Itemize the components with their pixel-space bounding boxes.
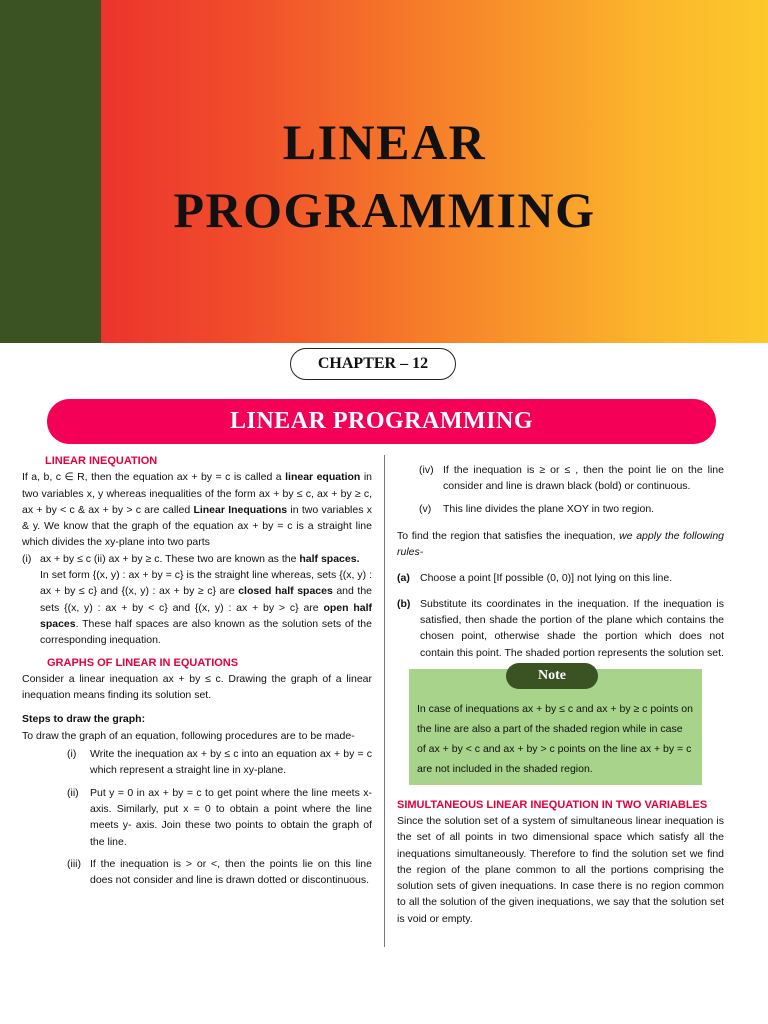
text: To find the region that satisfies the inequation,: [397, 529, 620, 542]
list-text: Write the inequation ax + by ≤ c into an equation ax + by = c which represent a straight line in xy-plane.: [90, 748, 372, 777]
rule-item: [397, 570, 724, 586]
steps-list-continued: [419, 462, 724, 517]
text: and the sets {(x, y) : ax + by < c} and {(x, y) : ax + by > c} are: [40, 585, 372, 614]
paragraph-graph-intro: Consider a linear inequation ax + by ≤ c. Drawing the graph of a linear inequation means finding its solution set.: [22, 672, 372, 702]
rule-label: (b): [397, 597, 411, 610]
text: If a, b, c ∈ R, then the equation ax + by = c is called a: [22, 471, 286, 484]
steps-heading: Steps to draw the graph:: [22, 713, 146, 726]
list-text: If the inequation is > or <, then the points lie on this line does not consider and line is drawn dotted or discontinuous.: [90, 857, 372, 887]
bold-term: open half spaces: [40, 601, 372, 630]
bold-term: half spaces.: [299, 552, 360, 565]
rule-label: (a): [397, 572, 410, 585]
list-text: If the inequation is ≥ or ≤ , then the point lie on the line consider and line is drawn black (bold) or continuous.: [443, 464, 724, 493]
banner-title-line1: LINEAR: [282, 114, 487, 170]
right-column: [397, 462, 724, 927]
italic-text: we apply the following rules-: [397, 529, 725, 559]
note-box: [409, 669, 702, 785]
text: ax + by ≤ c (ii) ax + by ≥ c. These two are known as the: [40, 552, 300, 565]
list-label: (v): [419, 502, 432, 515]
text: in two variables x, y whereas inequalities of the form ax + by ≤ c, ax + by ≥ c, ax + by < c & ax + by > c are called: [22, 471, 372, 516]
paragraph-simultaneous: Since the solution set of a system of simultaneous linear inequation is the set of all points in two dimensional space which satisfy all the inequations simultaneously. Therefore to find the solution set we find the region of the plane common to all the portions comprising the solution sets of given inequations. In case there is no region common to all the solution of the given inequations, we say that the solution set is void or empty.: [397, 814, 724, 925]
rule-text: Choose a point [If possible (0, 0)] not lying on this line.: [420, 572, 673, 585]
rule-text: Substitute its coordinates in the inequation. If the inequation is satisfied, then shade the portion of the plane which contains the chosen point, otherwise shade the portion which does not contain this point. The shaded portion represents the solution set.: [420, 597, 724, 659]
list-item: [67, 746, 372, 779]
text: . These half spaces are also known as the solution sets of the corresponding inequation.: [40, 617, 372, 647]
text: in two variables x & y. We know that the graph of the equation ax + by = c is a straight line which divides the xy-plane into two parts: [22, 503, 372, 549]
note-text: In case of inequations ax + by ≤ c and ax + by ≥ c points on the line are also a part of the shaded region while in case of ax + by < c and ax + by > c points on the line ax + by = c are not included in the shaded region.: [417, 702, 693, 775]
list-label: (i): [67, 748, 77, 761]
bold-term: Linear Inequations: [193, 503, 288, 516]
list-item: [67, 785, 372, 850]
bold-term: closed half spaces: [238, 585, 333, 598]
note-label: Note: [506, 663, 598, 689]
left-column: [22, 453, 372, 888]
banner-title-line2: PROGRAMMING: [173, 182, 596, 238]
steps-list: [67, 746, 372, 888]
list-item: [67, 856, 372, 889]
banner: [0, 0, 768, 343]
banner-side-strip: [0, 0, 101, 343]
list-item: [419, 501, 724, 517]
list-label: (iii): [67, 857, 81, 870]
heading-simultaneous: SIMULTANEOUS LINEAR INEQUATION IN TWO VARIABLES: [397, 798, 708, 811]
paragraph-procedure: To draw the graph of an equation, following procedures are to be made-: [22, 729, 355, 742]
list-item-half-spaces: [22, 551, 372, 649]
heading-linear-inequation: LINEAR INEQUATION: [45, 455, 158, 467]
banner-title: [101, 108, 668, 244]
chapter-label: CHAPTER – 12: [290, 348, 456, 380]
heading-graphs: GRAPHS OF LINEAR IN EQUATIONS: [47, 656, 239, 669]
list-label: (iv): [419, 464, 434, 476]
list-text: This line divides the plane XOY in two region.: [443, 502, 655, 515]
paragraph-rules-intro: [397, 528, 724, 561]
column-divider: [384, 455, 385, 947]
section-title: LINEAR PROGRAMMING: [47, 399, 716, 444]
list-label: (i): [22, 552, 32, 565]
list-item: [419, 462, 724, 495]
list-text: [40, 551, 372, 649]
rule-item: [397, 596, 724, 661]
list-label: (ii): [67, 786, 79, 799]
paragraph-definition: [22, 469, 372, 550]
text: In set form {(x, y) : ax + by = c} is the straight line whereas, sets {(x, y) : ax + by ≤ c} and {(x, y) : ax + by ≥ c} are: [40, 569, 372, 598]
list-text: Put y = 0 in ax + by = c to get point where the line meets x- axis. Similarly, put x = 0 to obtain a point where the line meets y- axis. Join these two points to obtain the graph of the line.: [90, 786, 372, 848]
bold-term: linear equation: [285, 471, 361, 484]
